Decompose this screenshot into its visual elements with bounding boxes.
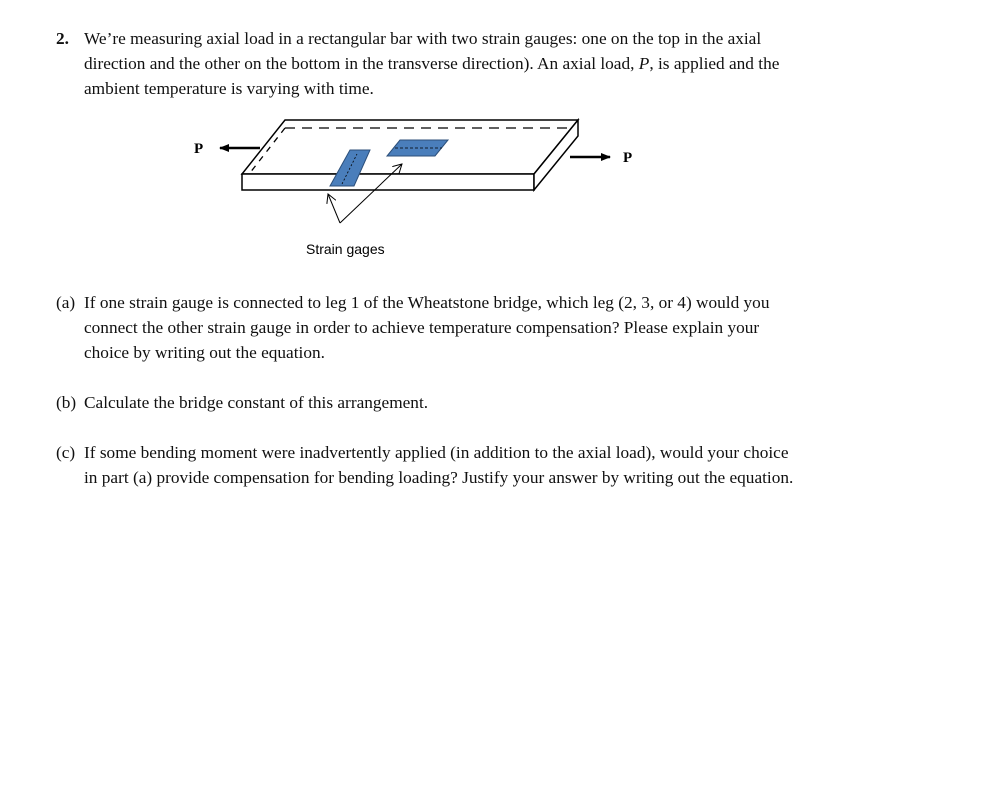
- part-b-label: (b): [56, 393, 77, 412]
- left-load-label: P: [194, 141, 204, 157]
- part-b-text: Calculate the bridge constant of this arrangement.: [84, 393, 429, 412]
- question-text-start: We’re measuring axial load in a rectangular bar with two strain gauges: one on the top in the axial direction and the other on the bottom in the transverse direction). An axial load,: [84, 29, 762, 73]
- figure-caption: Strain gages: [306, 241, 385, 257]
- part-a-label: (a): [56, 293, 76, 312]
- part-c-label: (c): [56, 443, 76, 462]
- part-a-text: If one strain gauge is connected to leg 1 of the Wheatstone bridge, which leg (2, 3, or 4) would you connect the other strain gauge in order to achieve temperature compensation? Please explain your choice by writing out the equation.: [84, 293, 770, 362]
- load-symbol: P: [638, 54, 650, 73]
- right-load-label: P: [623, 150, 633, 166]
- question-number: 2.: [56, 29, 69, 48]
- bar-figure: [180, 110, 640, 270]
- question-text-end: , is applied and the ambient temperature is varying with time.: [84, 54, 780, 98]
- bar-front-face: [242, 174, 534, 190]
- question-text: [84, 26, 804, 101]
- bar-diagram: [180, 110, 640, 270]
- leader-line-transverse: [328, 194, 340, 223]
- part-c-text: If some bending moment were inadvertently applied (in addition to the axial load), would your choice in part (a) provide compensation for bending loading? Justify your answer by writing out the equation.: [84, 443, 794, 487]
